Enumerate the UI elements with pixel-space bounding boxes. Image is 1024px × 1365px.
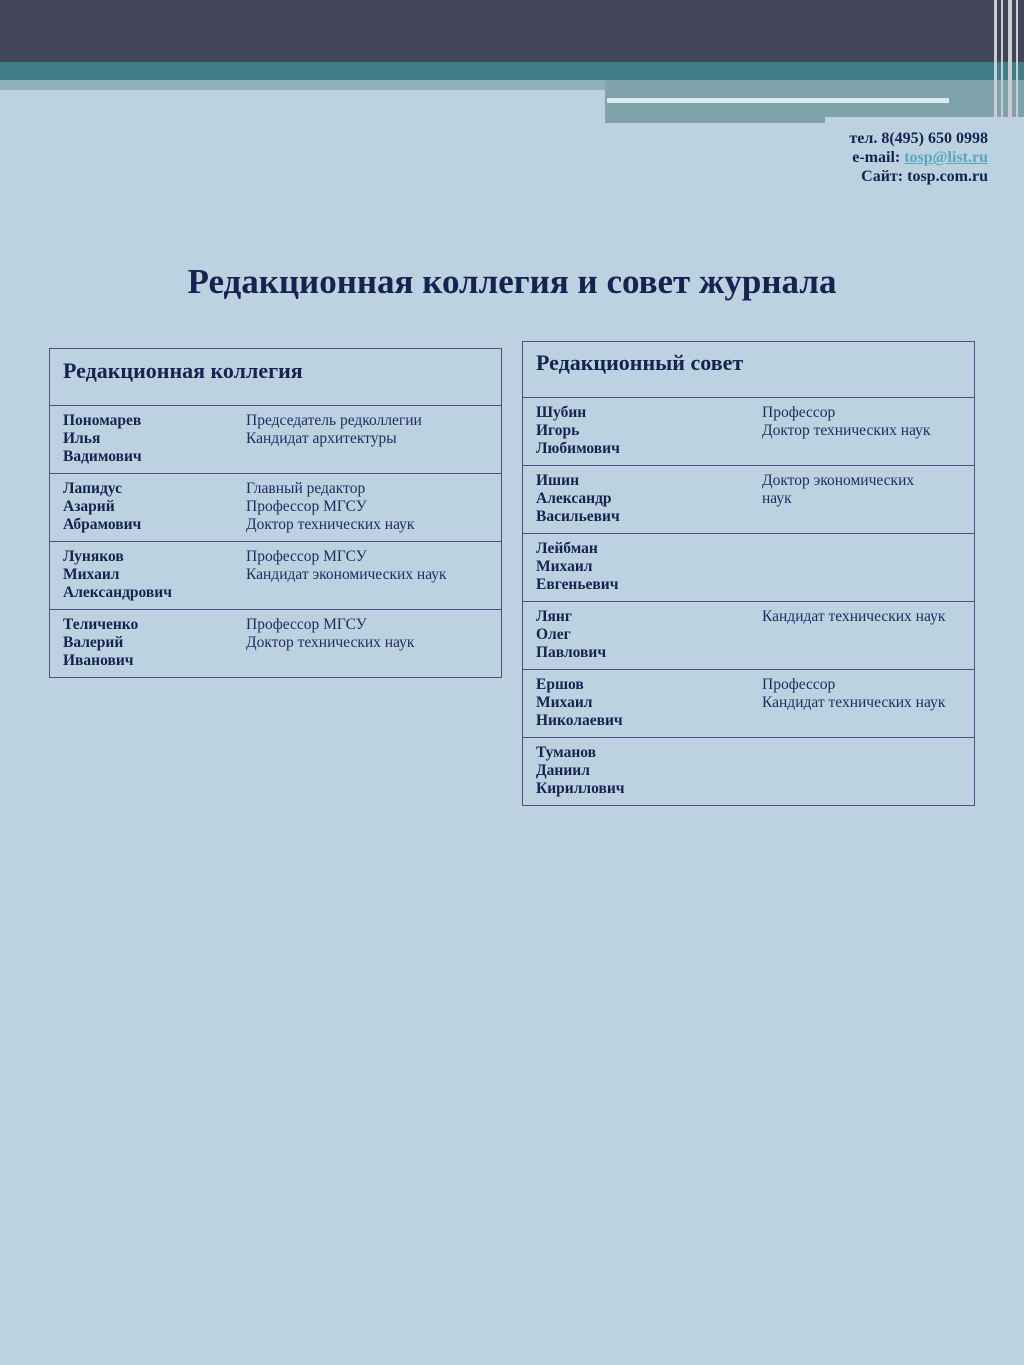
member-name-line: Игорь xyxy=(536,422,580,440)
member-name-line: Теличенко xyxy=(63,616,139,633)
member-name xyxy=(63,412,246,473)
member-roles xyxy=(246,548,447,609)
member-name xyxy=(536,744,762,806)
header-bar xyxy=(0,0,1024,62)
member-row xyxy=(50,542,501,610)
member-name-line: Лянг xyxy=(536,608,572,625)
page-title: Редакционная коллегия и совет журнала xyxy=(187,262,837,301)
member-name-line: Даниил xyxy=(536,762,590,780)
member-name-line: Лейбман xyxy=(536,540,598,557)
member-row xyxy=(523,670,974,738)
member-name-line: Илья xyxy=(63,430,101,448)
member-role-line: Доктор технических наук xyxy=(762,422,931,440)
member-name-line: Олег xyxy=(536,626,571,644)
member-name-line: Любимович xyxy=(536,440,620,458)
member-name-line: Николаевич xyxy=(536,712,623,730)
member-name-line: Валерий xyxy=(63,634,124,652)
member-role-line: Кандидат технических наук xyxy=(762,694,946,712)
member-name-line: Евгеньевич xyxy=(536,576,619,594)
site: Сайт: tosp.com.ru xyxy=(861,168,988,185)
member-name-line: Вадимович xyxy=(63,448,142,466)
member-roles xyxy=(246,480,414,541)
member-name-line: Туманов xyxy=(536,744,596,761)
member-role-line: Кандидат экономических наук xyxy=(246,566,447,584)
contact-block xyxy=(849,129,988,186)
member-role-line: Доктор технических наук xyxy=(246,634,415,652)
decor-line-3 xyxy=(1008,0,1012,123)
header-band-line xyxy=(607,98,949,103)
board-rows xyxy=(50,406,501,678)
member-name-line: Павлович xyxy=(536,644,607,662)
member-name-line: Ишин xyxy=(536,472,580,489)
council-table xyxy=(522,341,975,806)
header-stripe xyxy=(0,62,1024,80)
email-line xyxy=(849,148,988,167)
decor-line-1 xyxy=(994,0,997,123)
email-label: e-mail: xyxy=(852,149,901,166)
member-role-line: Профессор МГСУ xyxy=(246,548,367,565)
member-role-line: Доктор технических наук xyxy=(246,516,415,534)
member-name-line: Александр xyxy=(536,490,612,508)
member-name xyxy=(536,404,762,465)
member-row xyxy=(50,474,501,542)
member-row xyxy=(523,398,974,466)
member-roles xyxy=(762,404,930,465)
member-name-line: Кириллович xyxy=(536,780,625,798)
council-heading: Редакционный совет xyxy=(523,342,974,398)
email-link[interactable]: tosp@list.ru xyxy=(904,149,988,166)
member-row xyxy=(523,466,974,534)
member-name-line: Абрамович xyxy=(63,516,142,534)
header-stripe-light xyxy=(0,80,605,90)
member-role-line: Председатель редколлегии xyxy=(246,412,422,429)
member-row xyxy=(50,610,501,678)
member-role-line: Главный редактор xyxy=(246,480,366,497)
member-role-line: наук xyxy=(762,490,792,508)
member-role-line: Кандидат технических наук xyxy=(762,608,946,625)
council-rows xyxy=(523,398,974,806)
member-name xyxy=(63,616,246,678)
member-role-line: Профессор xyxy=(762,404,836,421)
member-row xyxy=(523,738,974,806)
member-name xyxy=(63,480,246,541)
member-name-line: Луняков xyxy=(63,548,124,565)
member-name xyxy=(63,548,246,609)
member-name-line: Михаил xyxy=(536,558,593,576)
member-name-line: Азарий xyxy=(63,498,115,516)
decor-line-2 xyxy=(1001,0,1003,123)
board-heading: Редакционная коллегия xyxy=(50,349,501,406)
member-role-line: Профессор МГСУ xyxy=(246,498,367,516)
member-name-line: Михаил xyxy=(536,694,593,712)
member-roles xyxy=(762,676,945,737)
member-name-line: Васильевич xyxy=(536,508,620,526)
member-role-line: Кандидат архитектуры xyxy=(246,430,397,448)
member-name-line: Михаил xyxy=(63,566,120,584)
board-table xyxy=(49,348,502,678)
member-name-line: Шубин xyxy=(536,404,587,421)
member-role-line: Профессор МГСУ xyxy=(246,616,367,633)
member-name xyxy=(536,540,762,601)
member-row xyxy=(523,534,974,602)
phone: тел. 8(495) 650 0998 xyxy=(849,130,988,147)
member-name xyxy=(536,676,762,737)
member-role-line: Профессор xyxy=(762,676,836,693)
member-roles xyxy=(762,472,914,533)
decor-line-4 xyxy=(1016,0,1018,123)
member-name-line: Ершов xyxy=(536,676,584,693)
member-name-line: Пономарев xyxy=(63,412,142,429)
member-name xyxy=(536,472,762,533)
member-role-line: Доктор экономических xyxy=(762,472,915,489)
member-roles xyxy=(246,412,422,473)
member-name xyxy=(536,608,762,669)
member-roles xyxy=(762,608,945,669)
member-roles xyxy=(246,616,414,678)
member-name-line: Александрович xyxy=(63,584,172,602)
member-name-line: Лапидус xyxy=(63,480,122,497)
member-row xyxy=(50,406,501,474)
member-row xyxy=(523,602,974,670)
member-name-line: Иванович xyxy=(63,652,134,670)
